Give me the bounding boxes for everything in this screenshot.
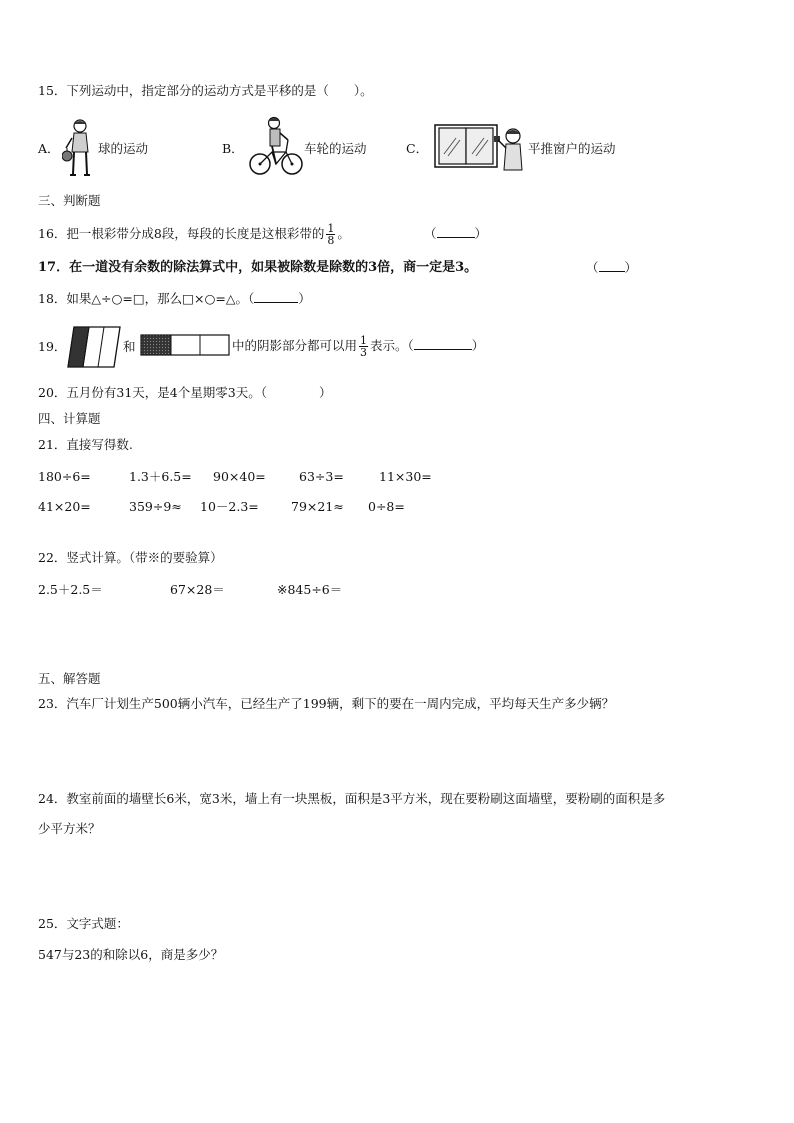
- q16-fraction: [326, 223, 335, 246]
- q22-item-2: 67×28＝: [170, 582, 225, 597]
- q19-underline: [414, 349, 472, 350]
- q16-line: [38, 222, 350, 246]
- q22-stem: 竖式计算。（带※的要验算）: [66, 550, 223, 565]
- q19-text-line: [232, 334, 484, 358]
- q15-option-a-letter: A．: [38, 141, 60, 156]
- q16-tail: 。: [337, 226, 350, 241]
- q21-row2-item-2: 359÷9≈: [129, 499, 182, 514]
- q21-row2-item-5: 0÷8=: [368, 499, 405, 514]
- q19-text: 中的阴影部分都可以用: [232, 338, 358, 353]
- window-push-image: [434, 124, 526, 172]
- q16-number: 16．: [38, 226, 67, 241]
- q19-fraction-numerator: 1: [360, 334, 368, 347]
- q22-item-1: 2.5＋2.5＝: [38, 582, 103, 597]
- q20-paren-close: ）: [318, 385, 332, 400]
- q15-option-b-text: 车轮的运动: [304, 141, 367, 156]
- q23-number: 23．: [38, 696, 67, 711]
- q16-underline: [437, 237, 475, 238]
- q24-number: 24．: [38, 791, 67, 806]
- q22-line: [38, 549, 223, 567]
- q21-stem: 直接写得数.: [66, 437, 133, 452]
- q21-row2-item-4: 79×21≈: [291, 499, 344, 514]
- q21-row1-item-4: 63÷3=: [299, 469, 344, 484]
- q16-answer-blank[interactable]: [424, 225, 487, 243]
- q15-stem-line: [38, 82, 373, 100]
- q21-row1-item-2: 1.3＋6.5=: [129, 469, 192, 484]
- q21-row1-item-5: 11×30=: [379, 469, 432, 484]
- q21-line: [38, 436, 133, 454]
- q17-answer-blank[interactable]: [586, 259, 637, 277]
- q19-paren-close: ）: [471, 338, 485, 353]
- q19-fraction: [359, 335, 368, 358]
- q20-line: [38, 384, 332, 402]
- q15-option-c-text: 平推窗户的运动: [528, 141, 616, 156]
- q15-number: 15．: [38, 83, 67, 98]
- q18-text: 如果△÷○=□，那么□×○=△。: [66, 291, 248, 306]
- q21-number: 21．: [38, 437, 67, 452]
- bicycle-rider-image: [248, 116, 304, 178]
- section-4-heading: 四、计算题: [38, 411, 101, 426]
- section-3-heading: 三、判断题: [38, 193, 101, 208]
- q20-number: 20．: [38, 385, 67, 400]
- q21-row1-item-3: 90×40=: [213, 469, 266, 484]
- q18-paren-close: ）: [298, 291, 311, 306]
- q15-option-b-letter: B．: [222, 141, 244, 156]
- q25-line: [38, 915, 129, 933]
- q19-number: 19．: [38, 339, 67, 354]
- q20-answer-blank[interactable]: [261, 385, 332, 400]
- q23-text: 汽车厂计划生产500辆小汽车，已经生产了199辆，剩下的要在一周内完成，平均每天生产多少辆？: [66, 696, 615, 711]
- q19-paren-open: （: [407, 338, 414, 353]
- q23-line: [38, 695, 614, 713]
- q18-paren-open: （: [247, 291, 255, 306]
- rectangle-shaded-figure: [140, 334, 230, 356]
- q18-underline: [254, 302, 298, 303]
- q21-row1-item-1: 180÷6=: [38, 469, 91, 484]
- q15-option-c-letter: C．: [406, 141, 429, 156]
- q18-number: 18．: [38, 291, 67, 306]
- q25-number: 25．: [38, 916, 67, 931]
- q18-line: [38, 290, 311, 308]
- boy-with-ball-image: [62, 118, 98, 178]
- section-5-heading: 五、解答题: [38, 671, 101, 686]
- q17-paren-open: （: [586, 260, 599, 275]
- q19-answer-blank[interactable]: [408, 338, 485, 353]
- q16-text: 把一根彩带分成8段，每段的长度是这根彩带的: [66, 226, 325, 241]
- q17-underline: [599, 271, 625, 272]
- q20-text: 五月份有31天，是4个星期零3天。: [66, 385, 261, 400]
- q17-line: [38, 259, 477, 277]
- q15-stem: 下列运动中，指定部分的运动方式是平移的是（ ）。: [66, 83, 373, 98]
- q16-paren-close: ）: [474, 226, 488, 241]
- q16-fraction-numerator: 1: [327, 222, 335, 235]
- q24-line-2: 少平方米？: [38, 821, 101, 836]
- q24-text-line1: 教室前面的墙壁长6米，宽3米，墙上有一块黑板，面积是3平方米，现在要粉刷这面墙壁，要粉刷的面积是多: [66, 791, 666, 806]
- q24-line-1: [38, 790, 665, 808]
- q16-paren-open: （: [424, 226, 437, 241]
- q17-paren-close: ）: [624, 260, 638, 275]
- q21-row2-item-1: 41×20=: [38, 499, 91, 514]
- q19-tail: 表示。: [370, 338, 408, 353]
- q20-paren-open: （: [260, 385, 267, 400]
- q15-option-a-text: 球的运动: [98, 141, 149, 156]
- parallelogram-shaded-figure: [66, 326, 122, 368]
- q17-number: 17．: [38, 260, 70, 275]
- q16-fraction-denominator: 8: [327, 234, 335, 247]
- q18-answer-blank[interactable]: [248, 291, 311, 306]
- q22-item-3: ※845÷6＝: [277, 582, 343, 597]
- q19-fraction-denominator: 3: [360, 346, 368, 359]
- q25-stem: 文字式题：: [66, 916, 129, 931]
- q17-text: 在一道没有余数的除法算式中，如果被除数是除数的3倍，商一定是3。: [69, 260, 478, 275]
- q21-row2-item-3: 10－2.3=: [200, 499, 259, 514]
- q19-and: 和: [123, 339, 136, 354]
- q22-number: 22．: [38, 550, 67, 565]
- q25-text: 547与23的和除以6，商是多少？: [38, 947, 224, 962]
